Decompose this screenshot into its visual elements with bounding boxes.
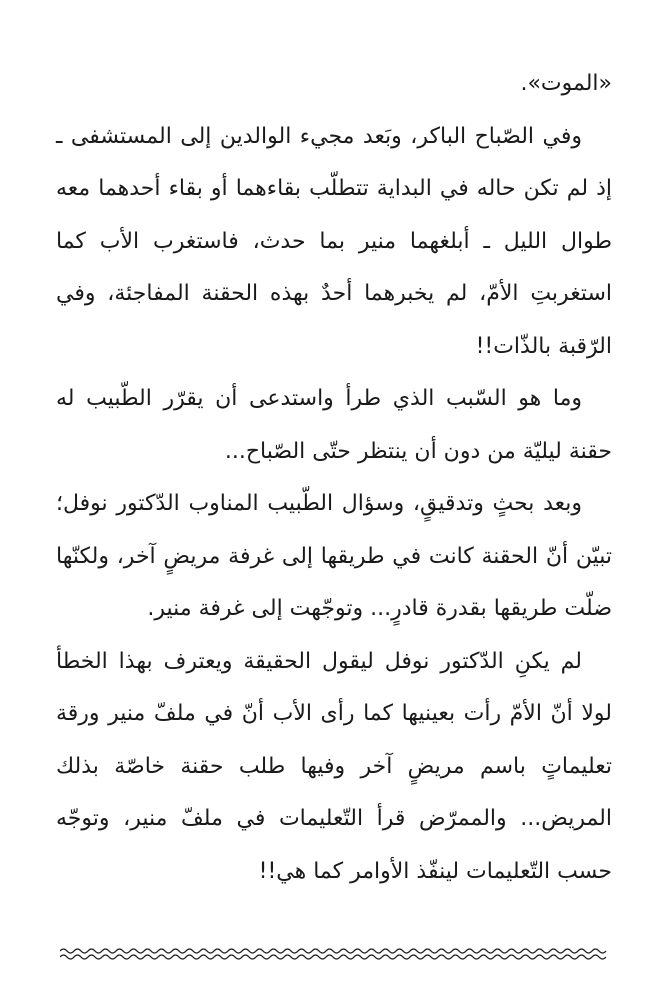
wavy-line-upper [60,949,606,953]
wavy-divider [60,944,610,964]
paragraph-reason-question: وما هو السّبب الذي طرأ واستدعى أن يقرّر الطّبيب له حقنة ليليّة من دون أن ينتظر حتّى الصّباح... [56,386,612,464]
wavy-line-lower [60,955,606,959]
paragraph-morning-visit: وفي الصّباح الباكر، وبَعد مجيء الوالدين إلى المستشفى ـ إذ لم تكن حاله في البداية تتطلّب بقاءهما أو بقاء أحدهما معه طوال الليل ـ أبلغهما منير بما حدث، فاستغرب الأب كما استغربتِ الأمّ، لم يخبرهما أحدٌ بهذه الحقنة المفاجئة، وفي الرّقبة بالذّات!! [56,123,612,359]
paragraph-opening-quote: «الموت». [520,71,612,96]
body-text [56,58,612,898]
paragraph-investigation: وبعد بحثٍ وتدقيقٍ، وسؤال الطّبيب المناوب الدّكتور نوفل؛ تبيّن أنّ الحقنة كانت في طريقها إلى غرفة مريضٍ آخر، ولكنّها ضلّت طريقها بقدرة قادرٍ... وتوجّهت إلى غرفة منير. [56,491,612,621]
paragraph-doctor-admission: لم يكنِ الدّكتور نوفل ليقول الحقيقة ويعترف بهذا الخطأ لولا أنّ الأمّ رأت بعينيها كما رأى الأب أنّ في ملفّ منير ورقة تعليماتٍ باسم مريضٍ آخر وفيها طلب حقنة خاصّة بذلك المريض... والممرّض قرأ التّعليمات في ملفّ منير، وتوجّه حسب التّعليمات لينفّذ الأوامر كما هي!! [56,648,612,884]
